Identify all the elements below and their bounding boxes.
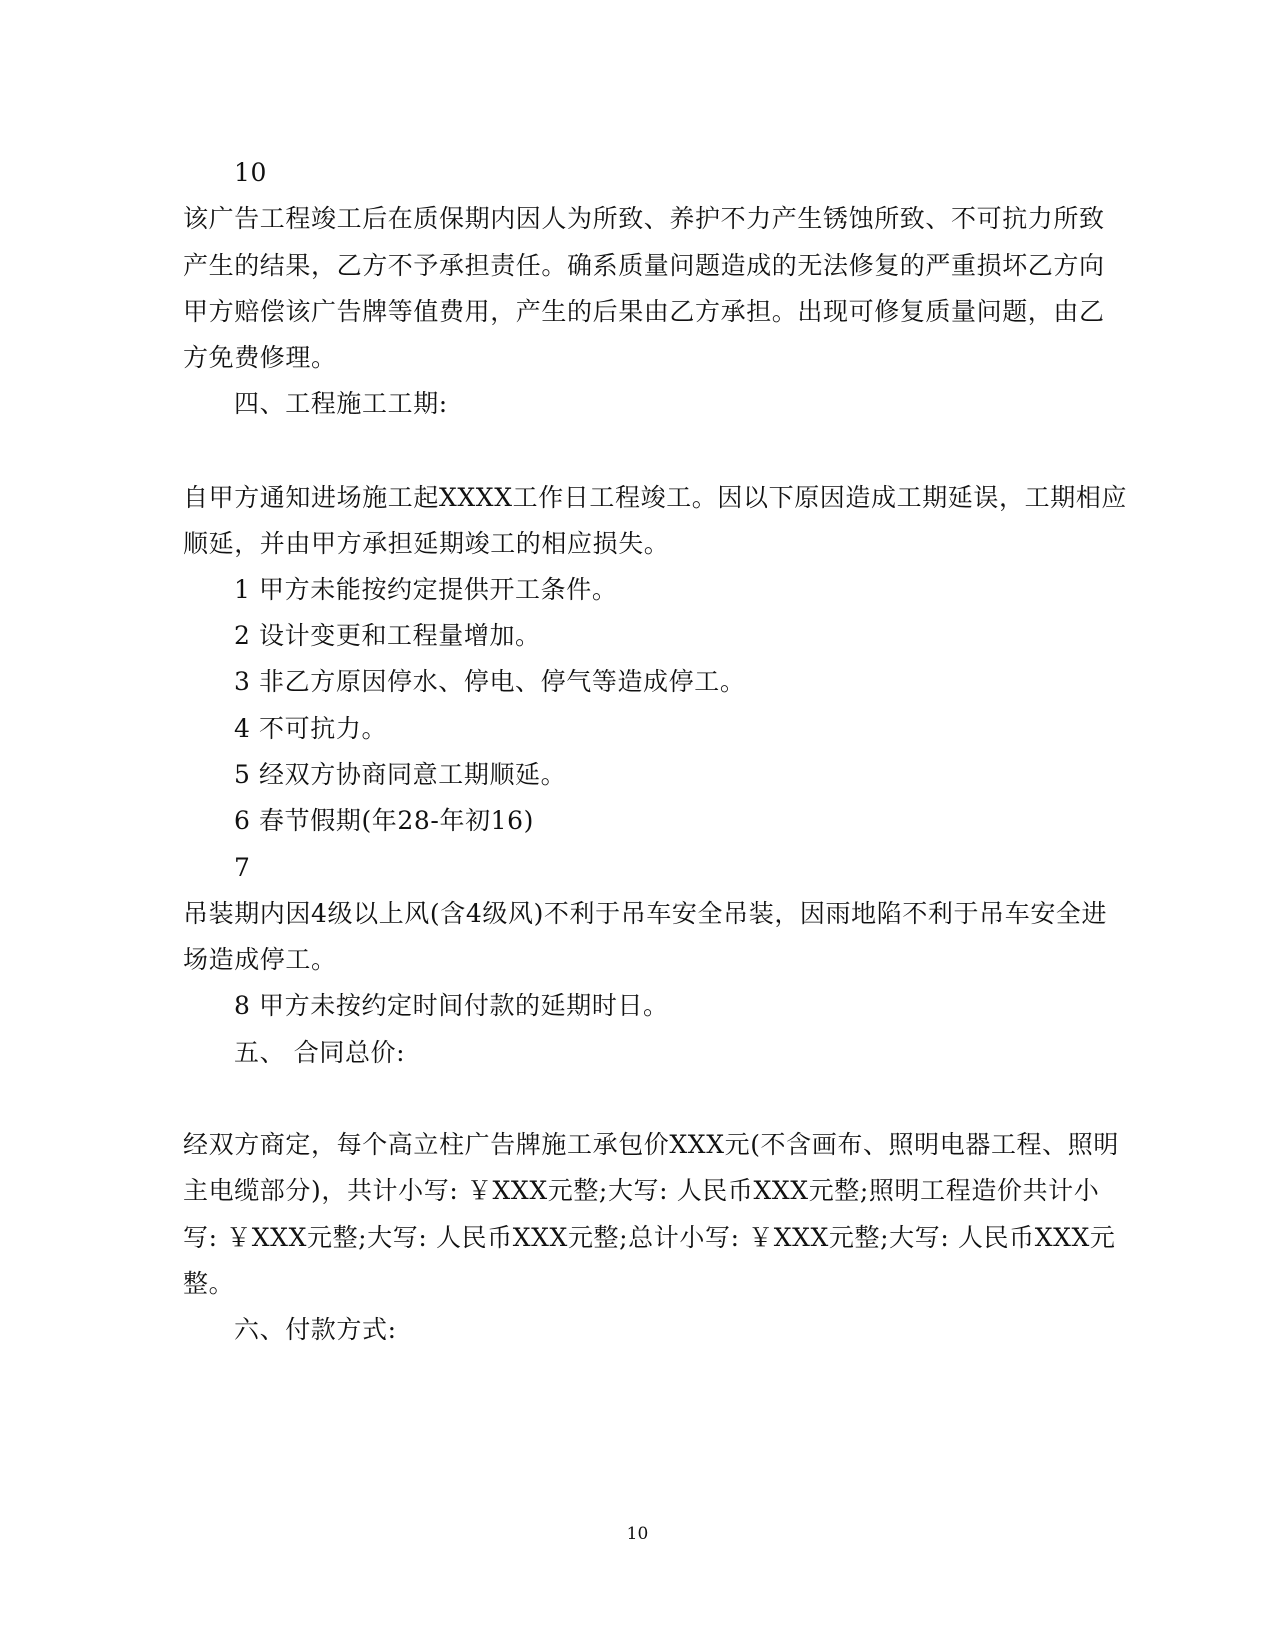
paragraph-line: 写: ￥XXX元整;大写: 人民币XXX元整;总计小写: ￥XXX元整;大写: 人民币XXX元 <box>183 1223 1116 1252</box>
list-item: 2 设计变更和工程量增加。 <box>234 621 541 650</box>
paragraph-line: 整。 <box>183 1269 235 1298</box>
list-item: 5 经双方协商同意工期顺延。 <box>234 760 567 789</box>
page-number: 10 <box>626 1524 649 1544</box>
list-item: 6 春节假期(年28-年初16) <box>234 806 535 835</box>
list-item: 7 <box>234 853 251 882</box>
paragraph-line: 场造成停工。 <box>183 945 337 974</box>
paragraph-line: 经双方商定，每个高立柱广告牌施工承包价XXX元(不含画布、照明电器工程、照明 <box>183 1130 1119 1159</box>
paragraph-line: 吊装期内因4级以上风(含4级风)不利于吊车安全吊装，因雨地陷不利于吊车安全进 <box>183 899 1108 928</box>
section-heading: 六、付款方式: <box>234 1315 397 1344</box>
paragraph-line: 甲方赔偿该广告牌等值费用，产生的后果由乙方承担。出现可修复质量问题，由乙 <box>183 297 1105 326</box>
list-item: 3 非乙方原因停水、停电、停气等造成停工。 <box>234 667 746 696</box>
section-heading: 五、 合同总价: <box>234 1038 406 1067</box>
clause-number: 10 <box>234 158 268 187</box>
list-item: 1 甲方未能按约定提供开工条件。 <box>234 575 618 604</box>
paragraph-line: 顺延，并由甲方承担延期竣工的相应损失。 <box>183 529 670 558</box>
paragraph-line: 自甲方通知进场施工起XXXX工作日工程竣工。因以下原因造成工期延误，工期相应 <box>183 483 1127 512</box>
list-item: 4 不可抗力。 <box>234 714 388 743</box>
paragraph-line: 产生的结果，乙方不予承担责任。确系质量问题造成的无法修复的严重损坏乙方向 <box>183 251 1105 280</box>
paragraph-line: 方免费修理。 <box>183 343 337 372</box>
section-heading: 四、工程施工工期: <box>234 389 448 418</box>
paragraph-line: 该广告工程竣工后在质保期内因人为所致、养护不力产生锈蚀所致、不可抗力所致 <box>183 204 1105 233</box>
paragraph-line: 主电缆部分)，共计小写: ￥XXX元整;大写: 人民币XXX元整;照明工程造价共计小 <box>183 1176 1100 1205</box>
list-item: 8 甲方未按约定时间付款的延期时日。 <box>234 991 669 1020</box>
